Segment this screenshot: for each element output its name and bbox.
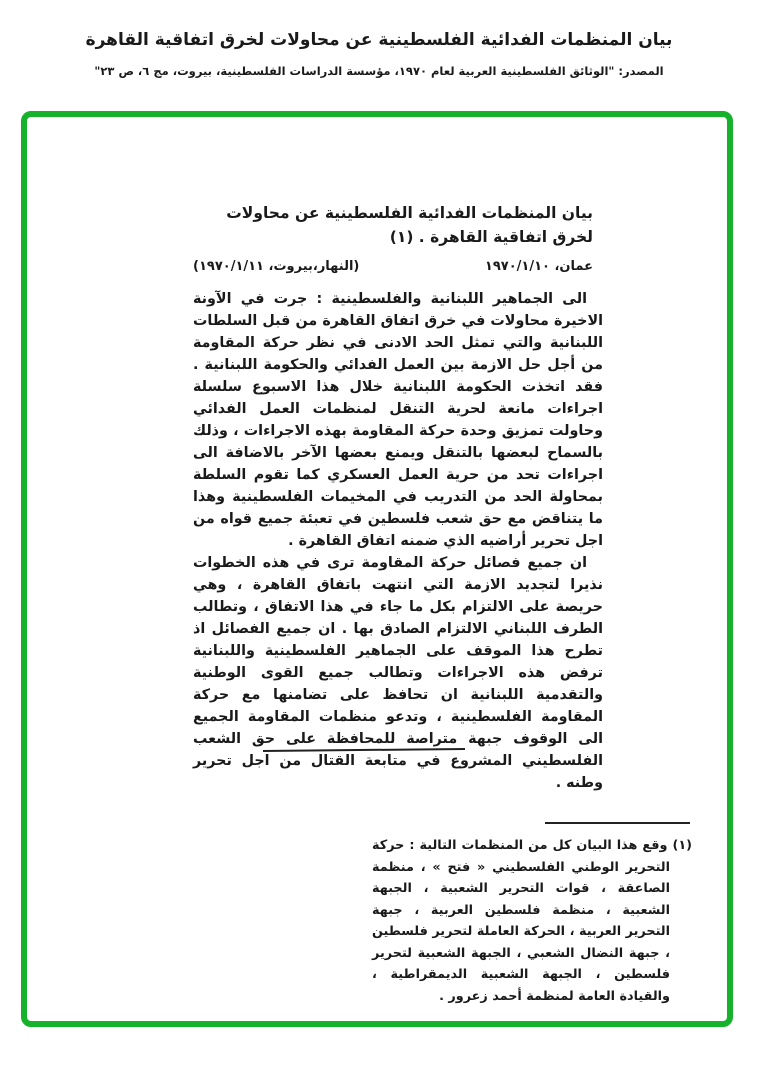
dateline xyxy=(193,259,593,274)
page-title: بيان المنظمات الفدائية الفلسطينية عن محاولات لخرق اتفاقية القاهرة xyxy=(85,30,673,50)
body-paragraph: ان جميع فصائل حركة المقاومة ترى في هذه الخطوات نذيرا لتجديد الازمة التي انتهت باتفاق القاهرة ، وهي حريصة على الالتزام بكل ما جاء في هذا الاتفاق ، وتطالب الطرف اللبناني الالتزام الصادق بها . ان جميع الفصائل اذ تطرح هذا الموقف على الجماهير الفلسطينية واللبنانية ترفض هذه الاجراءات وتطالب جميع القوى الوطنية والتقدمية اللبنانية ان تحافظ على تضامنها مع حركة المقاومة الفلسطينية ، وتدعو منظمات المقاومة الجميع الى الوقوف جبهة متراصة للمحافظة على حق الشعب الفلسطيني المشروع في متابعة القتال من اجل تحرير وطنه . xyxy=(193,555,603,791)
dateline-publication: (النهار،بيروت، ١٩٧٠/١/١١) xyxy=(193,259,360,274)
dateline-place-date: عمان، ١٩٧٠/١/١٠ xyxy=(484,259,593,274)
footnote-divider-line xyxy=(545,822,690,824)
document-body xyxy=(193,288,603,794)
document-title: بيان المنظمات الفدائية الفلسطينية عن محاولات لخرق اتفاقية القاهرة . (١) xyxy=(226,204,593,246)
source-citation: المصدر: "الوثائق الفلسطينية العربية لعام ١٩٧٠، مؤسسة الدراسات الفلسطينية، بيروت، مج ٦، ص ٢٣" xyxy=(94,64,664,78)
body-paragraph: الى الجماهير اللبنانية والفلسطينية : جرت في الآونة الاخيرة محاولات في خرق اتفاق القاهرة من قبل السلطات اللبنانية والتي تمثل الحد الادنى في نظر حركة المقاومة من أجل حل الازمة بين العمل الفدائي والحكومة اللبنانية . فقد اتخذت الحكومة اللبنانية خلال هذا الاسبوع سلسلة اجراءات مانعة لحرية التنقل لمنظمات العمل الفدائي وحاولت تمزيق وحدة حركة المقاومة بهذه الاجراءات ، وذلك بالسماح لبعضها بالتنقل ويمنع بعضها الآخر بالاضافة الى اجراءات تحد من حرية العمل العسكري كما تقوم السلطة بمحاولة الحد من التدريب في المخيمات الفلسطينية وهذا ما يتناقض مع حق شعب فلسطين في تعبئة جميع قواه من اجل تحرير أراضيه الذي ضمنه اتفاق القاهرة . xyxy=(193,291,603,549)
footnote: (١) وقع هذا البيان كل من المنظمات التالية : حركة التحرير الوطني الفلسطيني « فتح » ، منظمة الصاعقة ، قوات التحرير الشعبية ، الجبهة الشعبية ، منظمة فلسطين العربية ، جبهة التحرير العربية ، الحركة العاملة لتحرير فلسطين ، جبهة النضال الشعبي ، الجبهة الشعبية لتحرير فلسطين ، الجبهة الشعبية الديمقراطية ، والقيادة العامة لمنظمة أحمد زعرور . xyxy=(372,838,692,1004)
